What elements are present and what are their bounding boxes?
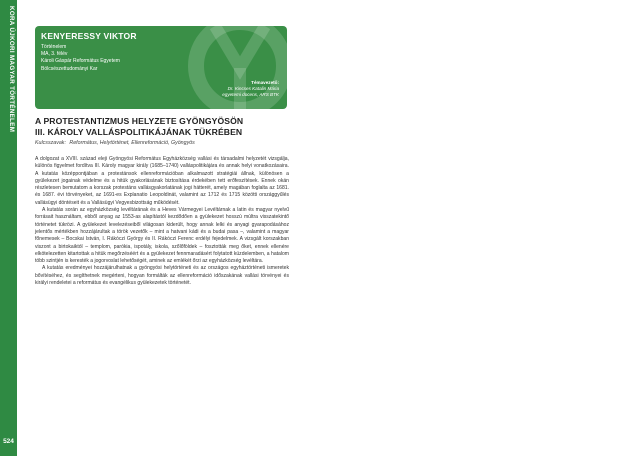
supervisor-title: egyetemi docens, ARS BTK (222, 92, 279, 98)
author-faculty: Bölcsészettudományi Kar (41, 65, 98, 72)
supervisor-block (222, 80, 279, 99)
author-semester: MA, 3. félév (41, 51, 68, 58)
author-name: KENYERESSY VIKTOR (41, 31, 137, 41)
keywords-label: Kulcsszavak: (35, 140, 66, 146)
supervisor-heading: Témavezető: (251, 80, 279, 85)
page-number: 524 (3, 438, 14, 445)
article-body (35, 156, 289, 287)
author-major: Történelem (41, 44, 67, 50)
side-band (0, 0, 17, 456)
author-university: Károli Gáspár Református Egyetem (41, 58, 120, 65)
supervisor-name: Dr. Kincses Katalin Mária (227, 86, 279, 92)
article-title-line-1: A PROTESTANTIZMUS HELYZETE GYÖNGYÖSÖN (35, 116, 244, 126)
article-title-line-2: III. KÁROLY VALLÁSPOLITIKÁJÁNAK TÜKRÉBEN (35, 126, 243, 137)
keywords-line (35, 140, 295, 146)
side-section-label: KORA ÚJKORI MAGYAR TÖRTÉNELEM (8, 6, 15, 133)
body-paragraph-1: A dolgozat a XVIII. század eleji Gyöngyösi Református Egyházközség vallási és társadalmi helyzetét vizsgálja, különös figyelmet fordítva III. Károly magyar király (1685–1740) valláspolitikájára és annak helyi vonatkozásaira. A kutatás középpontjában a protestánsok ellenreformációban alkalmazott stratégiái állnak, különösen a gyülekezet jogainak védelme és a hitük gyakorlásának biztosítása érdekében tett erőfeszítések. Ennek okán részletesen bemutatom a korszak protestáns vallásgyakorlatának jogi hátterét, amely magában foglalta az 1681. és 1687. évi törvényeket, az 1691-es Explanatio Leopoldinát, valamint az 1712 és 1715 közötti országgyűlés vallásügyi döntéseit és a Vallásügyi Vegyesbizottság működését. (35, 156, 289, 206)
author-box (35, 26, 287, 109)
article-title (35, 116, 295, 137)
author-details (41, 44, 120, 73)
body-paragraph-2: A kutatás során az egyházközség levéltárának és a Heves Vármegyei Levéltárnak a latin és magyar nyelvű forrásait használtam, ebből anyag az 1553-as alapítástól kezdődően a gyülekezet hosszú múltra visszatekintő történetet tükrözi. A gyülekezet levelezéseiből világosan kiderült, hogy annak lelki és anyagi gyarapodásához jelentős mértékben hozzájárultak a török vezetők – mint a hatvani kádi és a budai pasa –, valamint a magyar főnemesek – Bocskai István, I. Rákóczi György és II. Rákóczi Ferenc erdélyi fejedelmek. A vizsgált korszakban viszont a birtokaiktól – templom, parókia, ispotály, iskola, szőlőföldek – fosztották meg őket, ennek ellenére elkötelezetten kitartottak a hitük megőrzéséért és a gyülekezet fennmaradásért folytatott küzdelemben, a hatalom több szintjén is keresték a jogorvoslat lehetőségét, aminek az emlékét őrzi az egyházközség levéltára. (35, 207, 289, 265)
body-paragraph-3: A kutatás eredményei hozzájárulhatnak a gyöngyösi helytörténeti és az országos egyháztörténeti ismeretek bővítéséhez, és segíthetnek megérteni, hogyan formálták az ellenreformáció időszakának vallási törvényei és királyi rendeletei a református és evangélikus gyülekezetek történetét. (35, 265, 289, 287)
keywords-list: Református, Helytörténet, Ellenreformáció, Gyöngyös (69, 140, 195, 146)
